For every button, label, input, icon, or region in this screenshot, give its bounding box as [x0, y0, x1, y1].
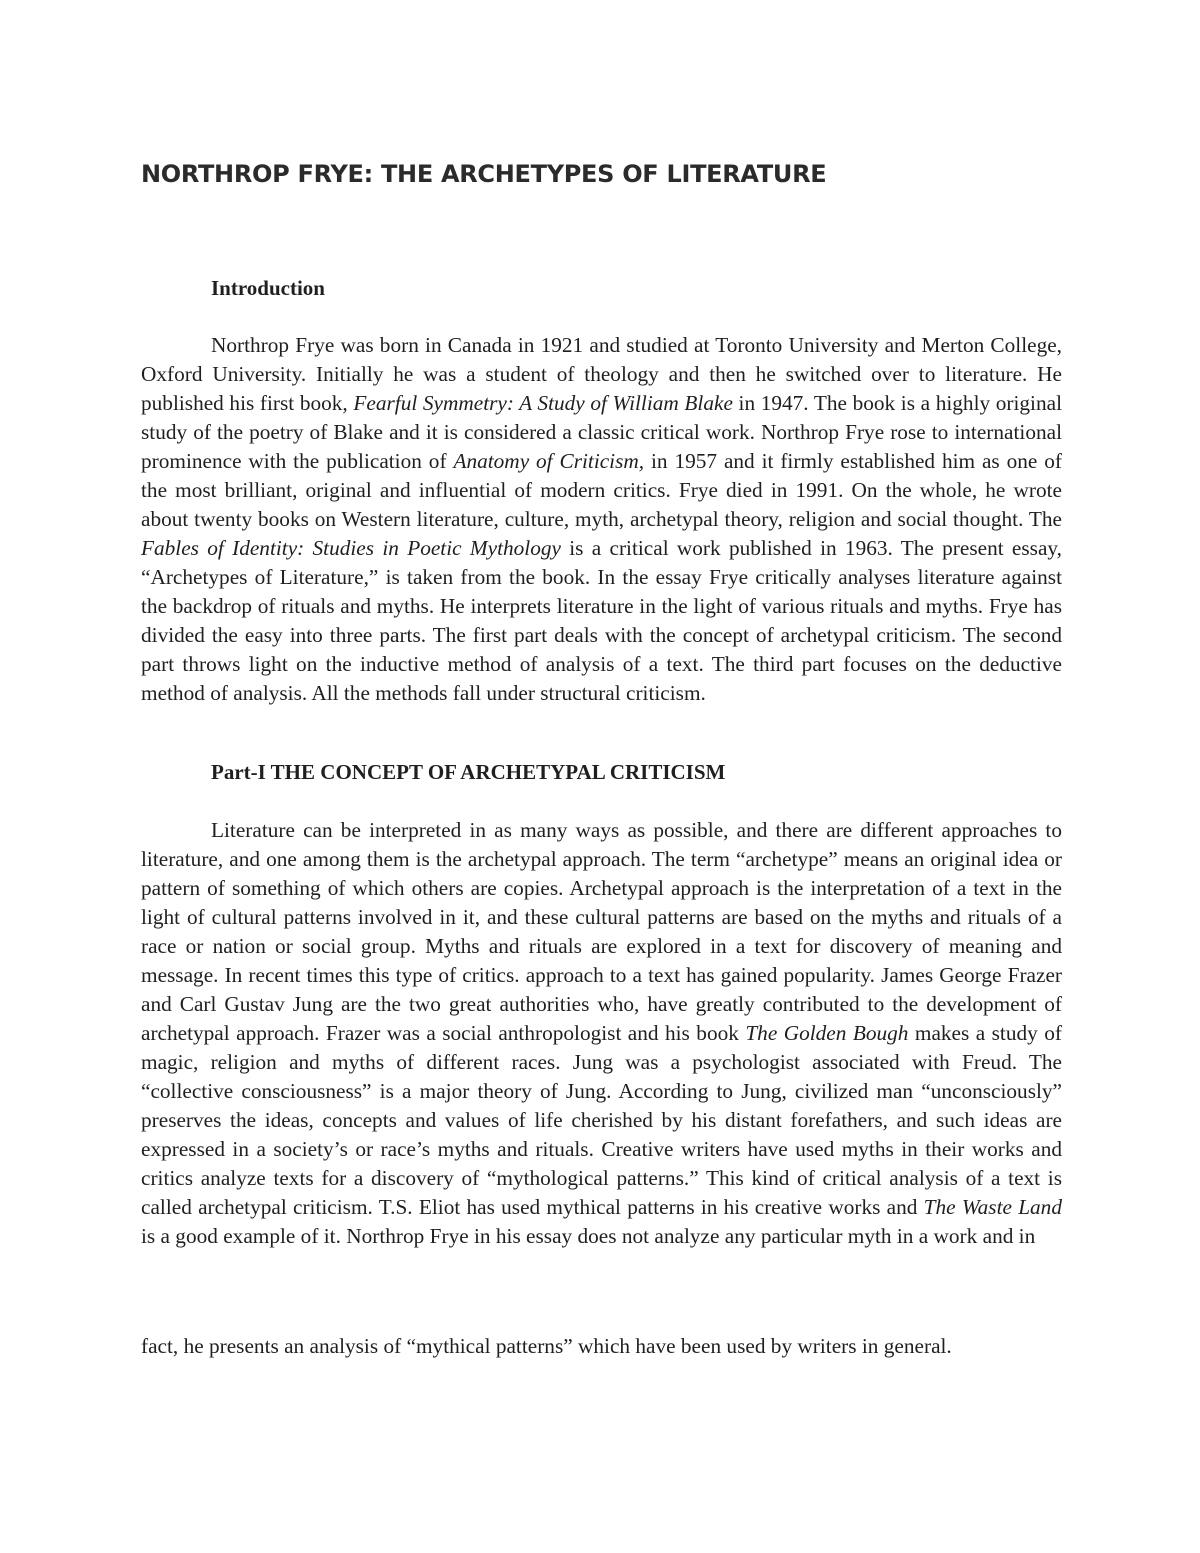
part1-text-3: is a good example of it. Northrop Frye in his essay does not analyze any particular myth in a work and in [141, 1224, 1036, 1248]
document-title: NORTHROP FRYE: THE ARCHETYPES OF LITERATURE [141, 160, 827, 188]
intro-book-title-fables-of-identity: Fables of Identity: Studies in Poetic Mythology [141, 536, 561, 560]
part1-heading: Part-I THE CONCEPT OF ARCHETYPAL CRITICISM [211, 760, 726, 784]
continuation-line: fact, he presents an analysis of “mythical patterns” which have been used by writers in general. [141, 1334, 952, 1358]
introduction-heading: Introduction [211, 276, 325, 300]
intro-book-title-fearful-symmetry: Fearful Symmetry: A Study of William Blake [353, 391, 733, 415]
intro-text-3: in 1957 and it firmly established him as one of the most brilliant, original and influential of modern critics. Frye died in 1991. On the whole, he wrote about twenty books on Western literature, culture, myth, archetypal theory, religion and social thought. The [141, 449, 1062, 531]
intro-text-2: in 1947. The book is a highly original study of the poetry of Blake and it is considered a classic critical work. Northrop Frye rose to international prominence with the publication of [141, 391, 1062, 473]
intro-book-title-anatomy-of-criticism: Anatomy of Criticism, [453, 449, 645, 473]
intro-text-1: Northrop Frye was born in Canada in 1921 and studied at Toronto University and Merton College, Oxford University. Initially he was a student of theology and then he switched over to literature. He published his first book, [141, 333, 1062, 415]
part1-text-2: makes a study of magic, religion and myths of different races. Jung was a psychologist associated with Freud. The “collective consciousness” is a major theory of Jung. According to Jung, civilized man “unconsciously” preserves the ideas, concepts and values of life cherished by his distant forefathers, and such ideas are expressed in a society’s or race’s myths and rituals. Creative writers have used myths in their works and critics analyze texts for a discovery of “mythological patterns.” This kind of critical analysis of a text is called archetypal criticism. T.S. Eliot has used mythical patterns in his creative works and [141, 1021, 1062, 1219]
introduction-paragraph [141, 331, 1062, 708]
part1-paragraph [141, 816, 1062, 1251]
part1-text-1: Literature can be interpreted in as many ways as possible, and there are different approaches to literature, and one among them is the archetypal approach. The term “archetype” means an original idea or pattern of something of which others are copies. Archetypal approach is the interpretation of a text in the light of cultural patterns involved in it, and these cultural patterns are based on the myths and rituals of a race or nation or social group. Myths and rituals are explored in a text for discovery of meaning and message. In recent times this type of critics. approach to a text has gained popularity. James George Frazer and Carl Gustav Jung are the two great authorities who, have greatly contributed to the development of archetypal approach. Frazer was a social anthropologist and his book [141, 818, 1062, 1045]
part1-book-title-golden-bough: The Golden Bough [745, 1021, 909, 1045]
part1-book-title-waste-land: The Waste Land [923, 1195, 1062, 1219]
intro-text-4: is a critical work published in 1963. The present essay, “Archetypes of Literature,” is taken from the book. In the essay Frye critically analyses literature against the backdrop of rituals and myths. He interprets literature in the light of various rituals and myths. Frye has divided the easy into three parts. The first part deals with the concept of archetypal criticism. The second part throws light on the inductive method of analysis of a text. The third part focuses on the deductive method of analysis. All the methods fall under structural criticism. [141, 536, 1062, 705]
